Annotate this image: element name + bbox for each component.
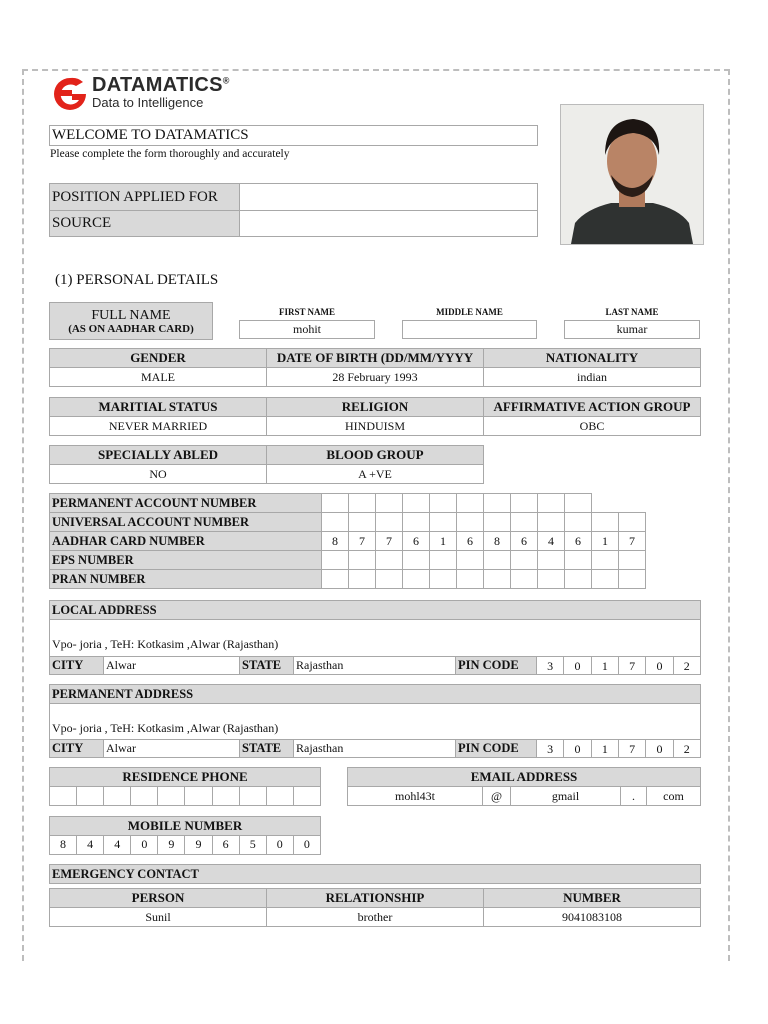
digit-box	[403, 513, 430, 531]
digit-box	[267, 787, 294, 805]
welcome-subtitle: Please complete the form thoroughly and accurately	[50, 148, 290, 160]
digit-box	[538, 513, 565, 531]
specially-abled-label: SPECIALLY ABLED	[49, 445, 267, 465]
logo-reg: ®	[222, 75, 230, 86]
email-label: EMAIL ADDRESS	[347, 767, 701, 787]
permanent-city-value[interactable]: Alwar	[103, 739, 240, 758]
digit-box	[511, 494, 538, 512]
pin-digit: 0	[564, 657, 591, 674]
digit-box	[77, 787, 104, 805]
permanent-pin-field[interactable]	[536, 739, 701, 758]
local-state-value[interactable]: Rajasthan	[293, 656, 456, 675]
pan-label: PERMANENT ACCOUNT NUMBER	[49, 493, 322, 513]
aadhar-digit: 7	[349, 532, 376, 550]
email-field[interactable]	[347, 786, 701, 806]
personal-row-1	[49, 348, 701, 388]
local-state-label: STATE	[239, 656, 294, 675]
pin-digit: 0	[564, 740, 591, 757]
digit-box	[511, 570, 538, 588]
digit-box	[538, 551, 565, 569]
digit-box	[619, 570, 645, 588]
dob-label: DATE OF BIRTH (DD/MM/YYYY	[266, 348, 484, 368]
first-name-label: FIRST NAME	[278, 307, 336, 317]
emergency-relationship-value[interactable]: brother	[266, 907, 484, 927]
affirmative-group-value[interactable]: OBC	[483, 416, 701, 436]
first-name-field[interactable]: mohit	[239, 320, 375, 339]
email-at: @	[483, 787, 511, 805]
aadhar-label: AADHAR CARD NUMBER	[49, 531, 322, 551]
datamatics-logo-icon	[52, 76, 88, 112]
dob-value[interactable]: 28 February 1993	[266, 367, 484, 387]
digit-box	[322, 494, 349, 512]
blood-group-value[interactable]: A +VE	[266, 464, 484, 484]
aadhar-digit: 6	[403, 532, 430, 550]
uan-label: UNIVERSAL ACCOUNT NUMBER	[49, 512, 322, 532]
local-address-line[interactable]: Vpo- joria , TeH: Kotkasim ,Alwar (Rajasthan)	[49, 619, 701, 657]
eps-field[interactable]	[321, 550, 646, 570]
digit-box	[430, 513, 457, 531]
middle-name-field[interactable]	[402, 320, 537, 339]
digit-box	[484, 494, 511, 512]
digit-box	[240, 787, 267, 805]
local-city-value[interactable]: Alwar	[103, 656, 240, 675]
digit-box	[349, 570, 376, 588]
permanent-address-line[interactable]: Vpo- joria , TeH: Kotkasim ,Alwar (Rajasthan)	[49, 703, 701, 740]
aadhar-digit: 8	[322, 532, 349, 550]
digit-box	[213, 787, 240, 805]
digit-box	[511, 513, 538, 531]
pin-digit: 7	[619, 740, 646, 757]
aadhar-field[interactable]	[321, 531, 646, 551]
personal-row-2	[49, 397, 701, 437]
digit-box	[457, 551, 484, 569]
digit-box	[484, 513, 511, 531]
digit-box	[158, 787, 185, 805]
emergency-person-label: PERSON	[49, 888, 267, 908]
mobile-number-field[interactable]	[49, 835, 321, 855]
religion-label: RELIGION	[266, 397, 484, 417]
emergency-relationship-label: RELATIONSHIP	[266, 888, 484, 908]
digit-box	[349, 551, 376, 569]
digit-box	[50, 787, 77, 805]
marital-status-label: MARITIAL STATUS	[49, 397, 267, 417]
logo-tagline: Data to Intelligence	[92, 95, 204, 110]
pin-digit: 0	[646, 740, 673, 757]
permanent-city-label: CITY	[49, 739, 104, 758]
digit-box	[131, 787, 158, 805]
aadhar-digit: 7	[629, 534, 635, 548]
local-city-label: CITY	[49, 656, 104, 675]
digit-box	[403, 570, 430, 588]
pin-digit: 2	[683, 659, 690, 673]
pran-field[interactable]	[321, 569, 646, 589]
digit-box	[185, 787, 212, 805]
digit-box	[457, 494, 484, 512]
digit-box	[104, 787, 131, 805]
pan-field[interactable]	[321, 493, 592, 513]
digit-box	[565, 513, 592, 531]
source-label: SOURCE	[49, 210, 240, 237]
digit-box	[322, 570, 349, 588]
emergency-person-value[interactable]: Sunil	[49, 907, 267, 927]
digit-box	[403, 551, 430, 569]
person-silhouette-icon	[561, 105, 703, 244]
company-logo	[52, 74, 242, 112]
last-name-field[interactable]: kumar	[564, 320, 700, 339]
aadhar-digit: 1	[430, 532, 457, 550]
pin-digit: 3	[537, 740, 564, 757]
digit-box	[457, 513, 484, 531]
mobile-digit: 4	[77, 835, 104, 854]
digit-box	[376, 570, 403, 588]
mobile-digit: 9	[158, 835, 185, 854]
full-name-label: FULL NAME	[91, 308, 171, 323]
email-dot: .	[621, 787, 647, 805]
permanent-state-label: STATE	[239, 739, 294, 758]
local-pin-field[interactable]	[536, 656, 701, 675]
digit-box	[565, 494, 591, 512]
aadhar-digit: 6	[565, 532, 592, 550]
affirmative-group-label: AFFIRMATIVE ACTION GROUP	[483, 397, 701, 417]
digit-box	[592, 551, 619, 569]
digit-box	[484, 551, 511, 569]
full-name-label-box	[49, 302, 213, 340]
permanent-address-header: PERMANENT ADDRESS	[49, 684, 701, 704]
digit-box	[430, 570, 457, 588]
digit-box	[430, 494, 457, 512]
mobile-digit: 6	[213, 835, 240, 854]
digit-box	[294, 787, 320, 805]
digit-box	[565, 551, 592, 569]
digit-box	[349, 494, 376, 512]
uan-field[interactable]	[321, 512, 646, 532]
digit-box	[349, 513, 376, 531]
aadhar-digit: 8	[484, 532, 511, 550]
aadhar-digit: 1	[592, 532, 619, 550]
digit-box	[430, 551, 457, 569]
residence-phone-field[interactable]	[49, 786, 321, 806]
gender-label: GENDER	[49, 348, 267, 368]
full-name-sublabel: (AS ON AADHAR CARD)	[68, 323, 194, 335]
email-tld: com	[663, 789, 684, 803]
mobile-number-label: MOBILE NUMBER	[49, 816, 321, 836]
aadhar-digit: 6	[457, 532, 484, 550]
mobile-digit: 0	[303, 837, 310, 851]
emergency-number-label: NUMBER	[483, 888, 701, 908]
religion-value[interactable]: HINDUISM	[266, 416, 484, 436]
specially-abled-value[interactable]: NO	[49, 464, 267, 484]
last-name-label: LAST NAME	[605, 307, 659, 317]
nationality-value[interactable]: indian	[483, 367, 701, 387]
local-address-city-row	[49, 656, 701, 675]
mobile-digit: 0	[267, 835, 294, 854]
digit-box	[376, 494, 403, 512]
email-domain: gmail	[511, 787, 621, 805]
mobile-digit: 4	[104, 835, 131, 854]
id-numbers-block	[49, 493, 649, 593]
nationality-label: NATIONALITY	[483, 348, 701, 368]
email-user: mohl43t	[348, 787, 483, 805]
local-address-header: LOCAL ADDRESS	[49, 600, 701, 620]
digit-box	[619, 513, 645, 531]
personal-row-3	[49, 445, 485, 485]
source-input[interactable]	[239, 210, 538, 237]
section-personal-details-title: (1) PERSONAL DETAILS	[55, 272, 219, 288]
digit-box	[538, 494, 565, 512]
emergency-contact-table	[49, 888, 701, 928]
marital-status-value[interactable]: NEVER MARRIED	[49, 416, 267, 436]
gender-value[interactable]: MALE	[49, 367, 267, 387]
residence-phone-label: RESIDENCE PHONE	[49, 767, 321, 787]
position-input[interactable]	[239, 183, 538, 211]
digit-box	[592, 570, 619, 588]
permanent-pin-label: PIN CODE	[455, 739, 537, 758]
welcome-title: WELCOME TO DATAMATICS	[49, 125, 538, 146]
middle-name-label: MIDDLE NAME	[436, 307, 503, 317]
pin-digit: 1	[592, 740, 619, 757]
permanent-state-value[interactable]: Rajasthan	[293, 739, 456, 758]
digit-box	[484, 570, 511, 588]
aadhar-digit: 4	[538, 532, 565, 550]
digit-box	[511, 551, 538, 569]
pin-digit: 2	[683, 742, 690, 756]
mobile-digit: 8	[50, 835, 77, 854]
digit-box	[322, 513, 349, 531]
local-pin-label: PIN CODE	[455, 656, 537, 675]
digit-box	[619, 551, 645, 569]
eps-label: EPS NUMBER	[49, 550, 322, 570]
position-label: POSITION APPLIED FOR	[49, 183, 240, 211]
digit-box	[403, 494, 430, 512]
digit-box	[457, 570, 484, 588]
pin-digit: 7	[619, 657, 646, 674]
aadhar-digit: 6	[511, 532, 538, 550]
pran-label: PRAN NUMBER	[49, 569, 322, 589]
blood-group-label: BLOOD GROUP	[266, 445, 484, 465]
logo-brand: DATAMATICS	[92, 74, 223, 96]
applicant-photo	[560, 104, 704, 245]
digit-box	[592, 513, 619, 531]
pin-digit: 1	[592, 657, 619, 674]
aadhar-digit: 7	[376, 532, 403, 550]
digit-box	[565, 570, 592, 588]
mobile-digit: 9	[185, 835, 212, 854]
emergency-contact-header: EMERGENCY CONTACT	[49, 864, 701, 884]
digit-box	[376, 551, 403, 569]
digit-box	[322, 551, 349, 569]
pin-digit: 3	[537, 657, 564, 674]
emergency-number-value[interactable]: 9041083108	[483, 907, 701, 927]
mobile-digit: 5	[240, 835, 267, 854]
permanent-address-city-row	[49, 739, 701, 758]
digit-box	[376, 513, 403, 531]
mobile-digit: 0	[131, 835, 158, 854]
digit-box	[538, 570, 565, 588]
pin-digit: 0	[646, 657, 673, 674]
